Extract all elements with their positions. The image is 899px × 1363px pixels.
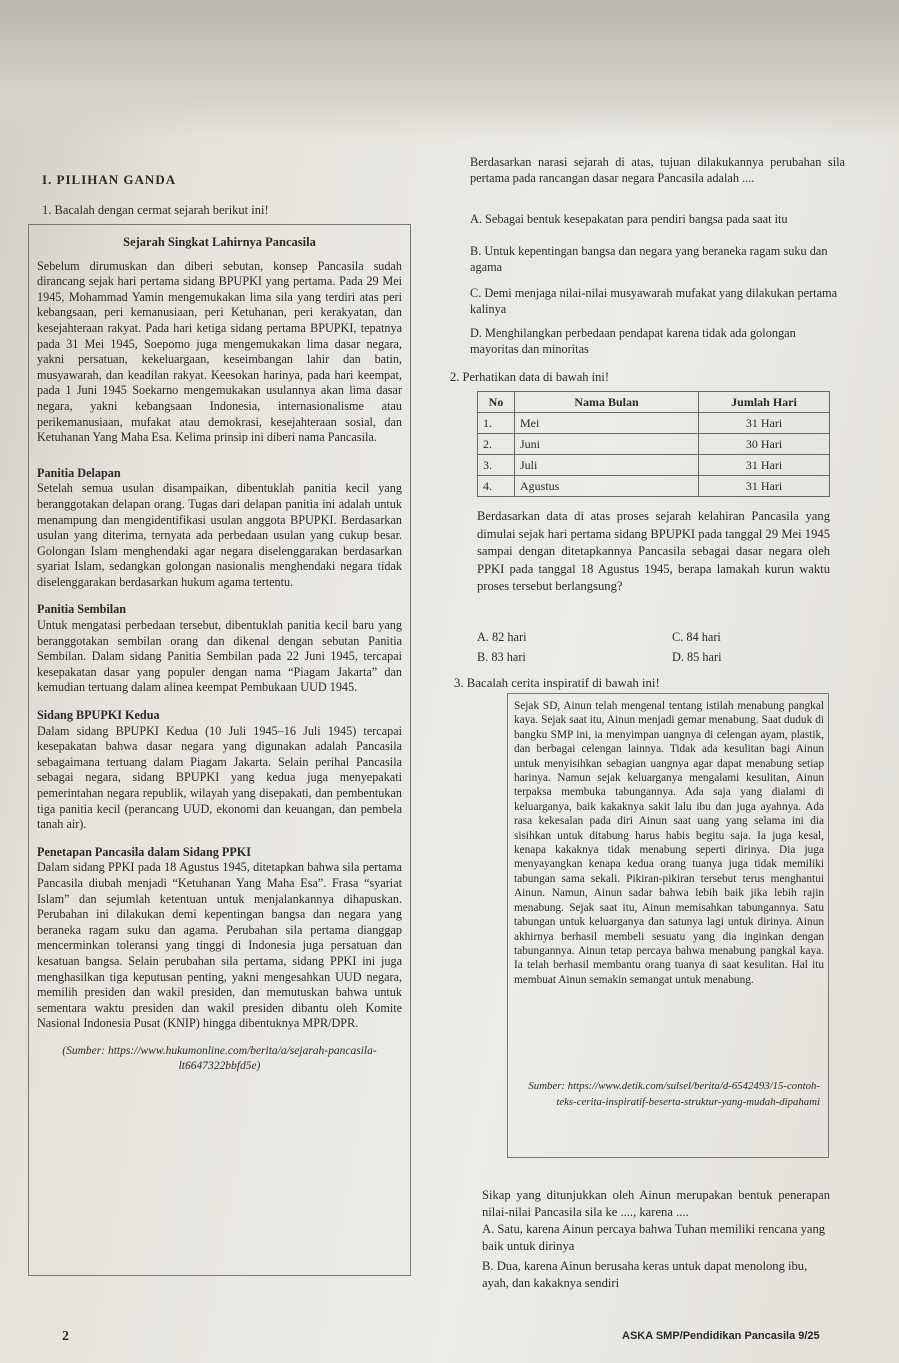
box-paragraph-5: Dalam sidang PPKI pada 18 Agustus 1945, ditetapkan bahwa sila pertama Pancasila diubah menjadi “Ketuhanan Yang Maha Esa”. Frasa “syariat Islam” dan sejumlah ketentuan untuk menjalankannya dihapuskan. Perubahan ini dilakukan demi kepentingan bangsa dan negara yang beraneka ragam suku dan agama. Perubahan sila pertama dianggap mencerminkan toleransi yang tinggi di Indonesia juga persatuan dan kesatuan bangsa. Selain perubahan sila pertama, sidang PPKI ini juga menghasilkan tiga keputusan penting, yakni mengesahkan UUD negara, memilih presiden dan wakil presiden, dan memutuskan bahwa untuk sementara waktu presiden dan wakil presiden dibantu oleh Komite Nasional Indonesia Pusat (KNIP) hingga dibentuknya MPR/DPR. xyxy=(37,860,402,1031)
inspiration-story-box xyxy=(507,693,829,1158)
table-cell-days: 30 Hari xyxy=(699,434,830,455)
box-heading-panitia-delapan: Panitia Delapan xyxy=(37,465,121,480)
question-2-intro: 2. Perhatikan data di bawah ini! xyxy=(450,370,609,384)
question-1-option-d[interactable]: D. Menghilangkan perbedaan pendapat karena tidak ada golongan mayoritas dan minoritas xyxy=(470,326,796,356)
month-days-table xyxy=(477,391,830,497)
question-1-option-b[interactable]: B. Untuk kepentingan bangsa dan negara yang beraneka ragam suku dan agama xyxy=(470,244,828,274)
table-header-month: Nama Bulan xyxy=(515,392,699,413)
table-header-days: Jumlah Hari xyxy=(699,392,830,413)
question-2-option-c[interactable]: C. 84 hari xyxy=(672,630,721,644)
table-row xyxy=(478,455,830,476)
box-title: Sejarah Singkat Lahirnya Pancasila xyxy=(123,235,316,249)
table-cell-no: 4. xyxy=(478,476,515,497)
question-2-stem: Berdasarkan data di atas proses sejarah kelahiran Pancasila yang dimulai sejak hari pertama sidang BPUPKI pada tanggal 29 Mei 1945 sampai dengan ditetapkannya Pancasila sebagai dasar negara oleh PPKI pada tanggal 18 Agustus 1945, berapa lamakah kurun waktu proses tersebut berlangsung? xyxy=(477,509,830,593)
box-heading-sidang-bpupki-kedua: Sidang BPUPKI Kedua xyxy=(37,708,160,723)
story-text: Sejak SD, Ainun telah mengenal tentang istilah menabung pangkal kaya. Sejak saat itu, Ainun menjadi gemar menabung. Saat duduk di bangku SMP ini, ia menyimpan uangnya di celengan ayam, plastik, dan berbagai celengan lainnya. Tidak ada kesulitan bagi Ainun untuk menyisihkan sebagian uangnya agar dapat menabung setiap harinya. Namun sejak keluarganya mengalami kesulitan, Ainun terpaksa membuka tabungannya. Ada saja yang dialami di keluarganya, baik kakaknya sakit lalu ibu dan juga ayahnya. Ada rasa kekesalan pada diri Ainun saat uang yang selama ini dia sisihkan untuk ditabung harus habis begitu saja. Ia juga kesal, kenapa kakaknya tidak menabung seperti dirinya. Dia juga menyayangkan kenapa kedua orang tuanya juga tidak memiliki tabungan sama sekali. Pikiran-pikiran tersebut terus menghantui Ainun. Namun, Ainun sadar bahwa lebih baik jika lebih rajin menabung. Sejak saat itu, Ainun memisahkan tabungannya. Satu tabungan untuk keluarganya dan satunya lagi untuk dirinya. Ainun akhirnya berhasil membeli sesuatu yang dia inginkan dengan tabungannya. Ainun tetap percaya bahwa menabung pangkal kaya. Ia telah berhasil membantu orang tuanya di saat kesulitan. Hal itu membuat Ainun semakin semangat untuk menabung. xyxy=(514,700,824,986)
question-1-option-a[interactable]: A. Sebagai bentuk kesepakatan para pendiri bangsa pada saat itu xyxy=(470,212,788,226)
story-source: Sumber: https://www.detik.com/sulsel/berita/d-6542493/15-contoh-teks-cerita-inspiratif-beserta-struktur-yang-mudah-dipahami xyxy=(528,1080,820,1108)
table-header-no: No xyxy=(478,392,515,413)
table-cell-days: 31 Hari xyxy=(699,413,830,434)
section-title: I. PILIHAN GANDA xyxy=(42,172,177,187)
box-source: (Sumber: https://www.hukumonline.com/berita/a/sejarah-pancasila-lt6647322bbfd5e) xyxy=(62,1044,377,1072)
question-3-intro: 3. Bacalah cerita inspiratif di bawah ini! xyxy=(454,676,660,690)
table-row xyxy=(478,413,830,434)
question-2-option-a[interactable]: A. 82 hari xyxy=(477,630,527,644)
box-heading-penetapan-ppki: Penetapan Pancasila dalam Sidang PPKI xyxy=(37,844,251,859)
question-1-option-c[interactable]: C. Demi menjaga nilai-nilai musyawarah mufakat yang dilakukan pertama kalinya xyxy=(470,286,838,316)
box-paragraph-1: Sebelum dirumuskan dan diberi sebutan, konsep Pancasila sudah dirancang sejak hari pertama sidang BPUPKI yang pertama. Pada 29 Mei 1945, Mohammad Yamin mengemukakan lima sila yang terdiri atas peri kebangsaan, peri kemanusiaan, peri Ketuhanan, peri kerakyatan, dan kesejahteraan rakyat. Pada hari ketiga sidang pertama BPUPKI, tepatnya pada 31 Mei 1945, Soepomo juga mengemukakan lima dasar negara, yakni persatuan, kekeluargaan, keseimbangan lahir dan batin, musyawarah, dan keadilan rakyat. Keesokan harinya, pada hari keempat, pada 1 Juni 1945 Soekarno mengemukakan usulannya akan lima dasar negara, yakni kebangsaan Indonesia, internasionalisme atau perikemanusiaan, mufakat atau demokrasi, kesejahteraan sosial, dan Ketuhanan Yang Maha Esa. Kelima prinsip ini diberi nama Pancasila. xyxy=(37,258,402,445)
history-text-box xyxy=(28,224,411,1276)
table-cell-month: Juli xyxy=(515,455,699,476)
question-3-option-b[interactable]: B. Dua, karena Ainun berusaha keras untuk dapat menolong ibu, ayah, dan kakaknya sendiri xyxy=(482,1259,808,1290)
box-heading-panitia-sembilan: Panitia Sembilan xyxy=(37,602,127,617)
table-cell-no: 1. xyxy=(478,413,515,434)
box-paragraph-4: Dalam sidang BPUPKI Kedua (10 Juli 1945–16 Juli 1945) tercapai kesepakatan bahwa dasar negara yang digunakan adalah Pancasila sebagaimana tertuang dalam Piagam Jakarta. Selain perihal Pancasila sebagai negara, sidang BPUPKI yang kedua juga menyepakati pemerintahan negara republik, wilayah yang disepakati, dan pembentukan tiga panitia kecil (perancang UUD, ekonomi dan keuangan, dan pembela tanah air). xyxy=(37,723,402,832)
table-cell-month: Agustus xyxy=(515,476,699,497)
table-cell-no: 3. xyxy=(478,455,515,476)
table-cell-no: 2. xyxy=(478,434,515,455)
question-3-stem: Sikap yang ditunjukkan oleh Ainun merupakan bentuk penerapan nilai-nilai Pancasila sila ke ...., karena .... xyxy=(482,1188,830,1219)
question-2-option-d[interactable]: D. 85 hari xyxy=(672,650,722,664)
box-paragraph-3: Untuk mengatasi perbedaan tersebut, dibentuklah panitia kecil baru yang beranggotakan sembilan orang dan dikenal dengan sebutan Panitia Sembilan. Dalam sidang Panitia Sembilan pada 22 Juni 1945, tercapai kesepakatan dasar yang populer dengan nama “Piagam Jakarta” dan kemudian tertuang dalam alinea keempat Pembukaan UUD 1945. xyxy=(37,618,402,695)
question-2-option-b[interactable]: B. 83 hari xyxy=(477,650,526,664)
history-text xyxy=(37,235,402,1074)
question-3-option-a[interactable]: A. Satu, karena Ainun percaya bahwa Tuhan memiliki rencana yang baik untuk dirinya xyxy=(482,1222,826,1253)
box-paragraph-2: Setelah semua usulan disampaikan, dibentuklah panitia kecil yang beranggotakan delapan orang. Tugas dari delapan panitia ini adalah untuk menampung dan mengidentifikasi usulan anggota BPUPKI. Berdasarkan usulan yang diterima, ternyata ada perbedaan usulan yang cukup besar. Golongan Islam menghendaki agar negara diselenggarakan berdasarkan syariat Islam, sedangkan golongan nasionalis menghendaki negara tidak diselenggarakan berdasarkan hukum agama tertentu. xyxy=(37,481,402,589)
table-row xyxy=(478,434,830,455)
table-cell-month: Mei xyxy=(515,413,699,434)
table-row xyxy=(478,476,830,497)
table-header-row xyxy=(478,392,830,413)
table-cell-days: 31 Hari xyxy=(699,476,830,497)
question-1-stem: Berdasarkan narasi sejarah di atas, tujuan dilakukannya perubahan sila pertama pada rancangan dasar negara Pancasila adalah .... xyxy=(470,155,845,185)
table-cell-month: Juni xyxy=(515,434,699,455)
page-number: 2 xyxy=(62,1329,69,1344)
table-cell-days: 31 Hari xyxy=(699,455,830,476)
page-footer: ASKA SMP/Pendidikan Pancasila 9/25 xyxy=(622,1330,820,1342)
question-1-intro: 1. Bacalah dengan cermat sejarah berikut ini! xyxy=(42,203,269,217)
page-top-shadow xyxy=(0,0,899,140)
